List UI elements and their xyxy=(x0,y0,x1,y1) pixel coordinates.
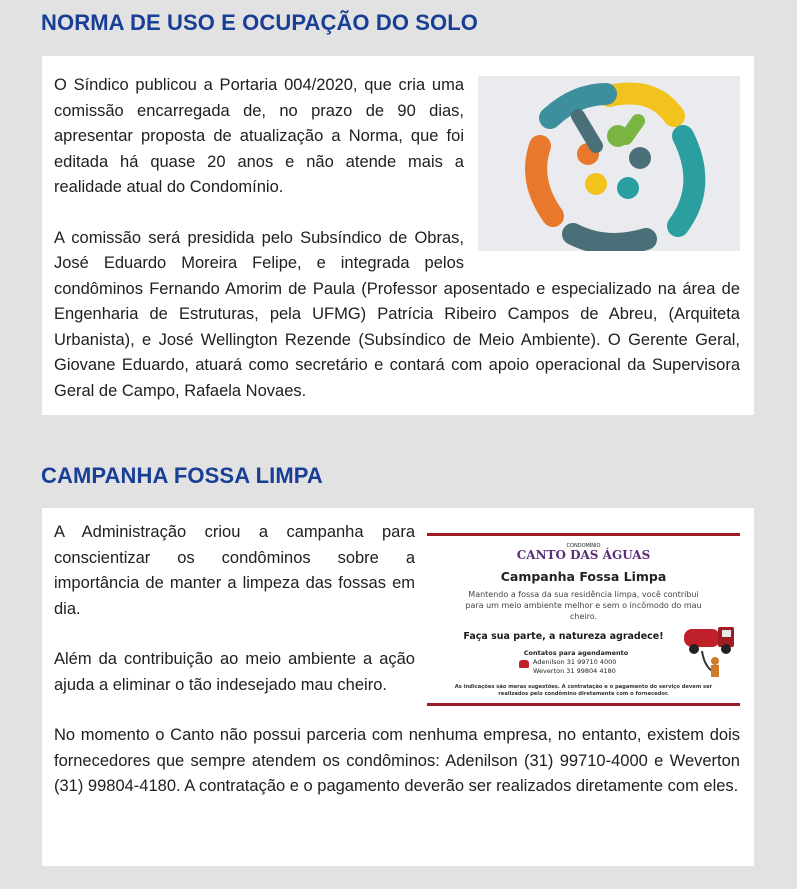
telephone-icon xyxy=(519,660,529,668)
section-title-norma: NORMA DE USO E OCUPAÇÃO DO SOLO xyxy=(41,10,479,35)
poster-contacts-title: Contatos para agendamento xyxy=(523,649,629,657)
poster-contact-1: Adenilson 31 99710 4000 xyxy=(533,658,617,666)
poster-bottom-bar xyxy=(427,703,740,706)
norma-paragraph-2: A comissão será presidida pelo Subsíndico de Obras, José Eduardo Moreira Felipe, e integrada pelos condôminos Fernando Amorim de Paula (Professor aposentado e especializado na área de Engenharia de Estruturas, pela UFMG) Patrícia Ribeiro Campos de Abreu, (Arquiteta Urbanista), e José Wellington Rezende (Subsíndico de Meio Ambiente). O Gerente Geral, Giovane Eduardo, atuará como secretário e contará com apoio operacional da Supervisora Geral de Campo, Rafaela Novaes. xyxy=(54,228,740,400)
poster-condominio: CONDOMÍNIO xyxy=(566,543,601,549)
fossa-poster xyxy=(427,533,740,709)
fossa-paragraph-1: A Administração criou a campanha para conscientizar os condôminos sobre a importância de manter a limpeza das fossas em dia. xyxy=(54,523,415,618)
poster-footnote: As indicações são meras sugestões. A contratação e o pagamento do serviço devem ser realizados pelo condômino diretamente com o fornecedor. xyxy=(454,684,713,697)
fossa-card xyxy=(42,508,754,866)
poster-cta: Faça sua parte, a natureza agradece! xyxy=(463,631,664,642)
section-title-fossa: CAMPANHA FOSSA LIMPA xyxy=(41,463,323,488)
fossa-poster-image xyxy=(427,533,740,709)
poster-brand: CANTO DAS ÁGUAS xyxy=(516,548,651,562)
poster-body: Mantendo a fossa da sua residência limpa, você contribui para um meio ambiente melhor e sem o incômodo do mau cheiro. xyxy=(465,590,702,621)
norma-paragraph-1: O Síndico publicou a Portaria 004/2020, que cria uma comissão encarregada de, no prazo de 90 dias, apresentar proposta de atualização a Norma, que foi editada há quase 20 anos e não atende mais a realidade atual do Condomínio. xyxy=(54,76,464,196)
poster-top-bar xyxy=(427,533,740,536)
poster-contacts xyxy=(523,649,631,676)
norma-card xyxy=(42,56,754,415)
poster-headline: Campanha Fossa Limpa xyxy=(500,569,667,584)
poster-contact-2: Weverton 31 99804 4180 xyxy=(533,667,616,675)
tanker-truck-icon xyxy=(682,619,738,683)
fossa-paragraph-2: Além da contribuição ao meio ambiente a ação ajuda a eliminar o tão indesejado mau cheiro. xyxy=(54,650,415,694)
hands-circle-image xyxy=(478,76,740,251)
fossa-paragraph-3: No momento o Canto não possui parceria com nenhuma empresa, no entanto, existem dois fornecedores que sempre atendem os condôminos: Adenilson (31) 99710-4000 e Weverton (31) 99804-4180. A contratação e o pagamento deverão ser realizados diretamente com eles. xyxy=(54,726,740,795)
hands-circle-icon xyxy=(478,76,740,251)
